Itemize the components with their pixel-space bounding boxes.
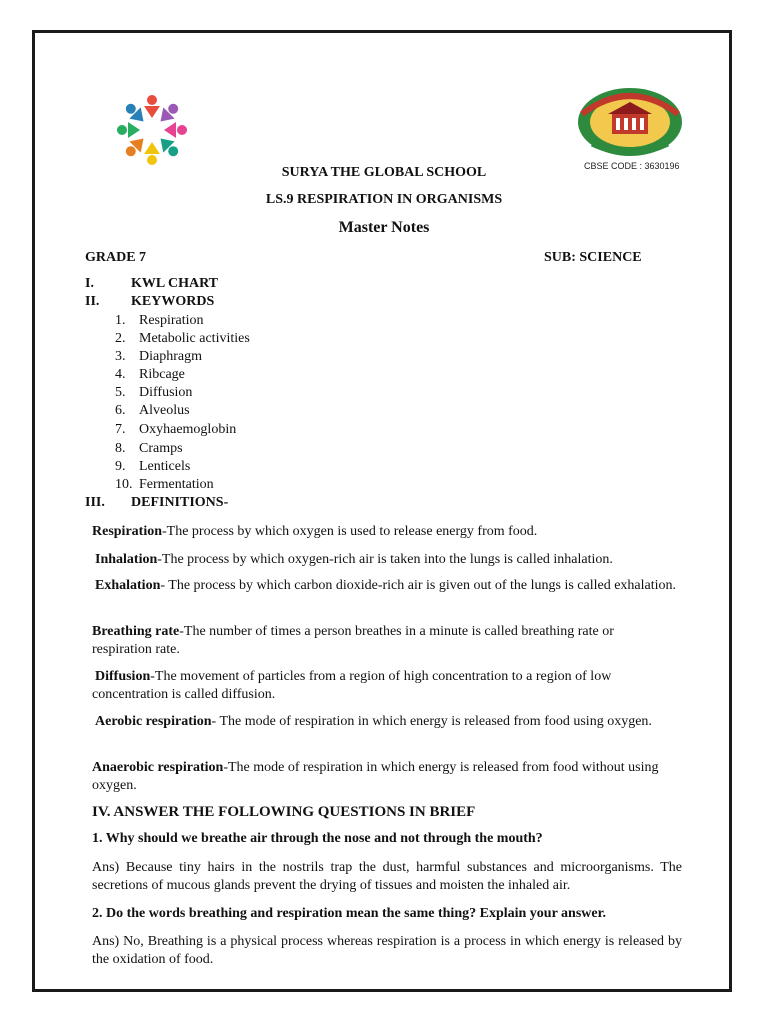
lesson-title: LS.9 RESPIRATION IN ORGANISMS [265,192,503,207]
section-title-kwl: KWL CHART [131,276,219,291]
subject-label: SUB: SCIENCE [544,250,642,265]
section-title-questions: IV. ANSWER THE FOLLOWING QUESTIONS IN BRIEF [92,804,476,820]
definition-text: -The movement of particles from a region of high concentration to a region of low concentration is called diffusion. [92,669,612,702]
definition-text: -The process by which oxygen-rich air is taken into the lungs is called inhalation. [157,552,613,567]
definition-text: -The mode of respiration in which energy is released from food without using oxygen. [92,760,659,793]
school-logo-icon [104,90,200,170]
keyword-item: Fermentation [139,477,214,492]
definition-text: -The number of times a person breathes in a minute is called breathing rate or respiration rate. [92,624,614,657]
keyword-item: Cramps [139,441,183,456]
keyword-number: 3. [115,349,126,364]
definition-term: Respiration [92,524,162,539]
notes-title: Master Notes [338,219,430,236]
definition-paragraph [92,577,682,595]
keyword-item: Respiration [139,313,204,328]
definition-text: - The process by which carbon dioxide-rich air is given out of the lungs is called exhalation. [160,578,677,593]
cbse-code: CBSE CODE : 3630196 [584,161,680,171]
keyword-item: Oxyhaemoglobin [139,422,237,437]
definition-paragraph [92,713,667,731]
definition-term: Diffusion [95,669,151,684]
definition-term: Anaerobic respiration [92,760,224,775]
question: 1. Why should we breathe air through the nose and not through the mouth? [92,831,543,846]
keyword-item: Diaphragm [139,349,202,364]
keyword-number: 1. [115,313,126,328]
grade-label: GRADE 7 [85,250,147,265]
keyword-item: Ribcage [139,367,185,382]
definition-paragraph [95,551,685,569]
definition-text: -The process by which oxygen is used to release energy from food. [162,524,538,539]
definition-text: - The mode of respiration in which energy is released from food using oxygen. [211,714,652,729]
answer: Ans) Because tiny hairs in the nostrils trap the dust, harmful substances and microorganisms. The secretions of mucous glands prevent the drying of tissues and moisten the inhaled air. [92,860,682,893]
section-num-3: III. [85,495,105,510]
definition-term: Inhalation [95,552,158,567]
section-num-1: I. [85,276,94,291]
definition-term: Exhalation [95,578,161,593]
question: 2. Do the words breathing and respiration mean the same thing? Explain your answer. [92,906,607,921]
school-name: SURYA THE GLOBAL SCHOOL [281,165,487,180]
definition-paragraph [92,523,682,541]
definition-paragraph [92,623,657,659]
keyword-item: Lenticels [139,459,191,474]
section-title-keywords: KEYWORDS [131,294,215,309]
keyword-number: 10. [115,477,133,492]
definition-term: Breathing rate [92,624,180,639]
keyword-number: 5. [115,385,126,400]
answer: Ans) No, Breathing is a physical process whereas respiration is a process in which energy is released by the oxidation of food. [92,934,682,967]
keyword-number: 7. [115,422,126,437]
section-num-2: II. [85,294,100,309]
keyword-number: 9. [115,459,126,474]
keyword-number: 8. [115,441,126,456]
keyword-number: 2. [115,331,126,346]
keyword-number: 4. [115,367,126,382]
keyword-item: Diffusion [139,385,193,400]
keyword-item: Metabolic activities [139,331,250,346]
definition-paragraph [92,759,682,795]
keyword-item: Alveolus [139,403,190,418]
definition-term: Aerobic respiration [95,714,212,729]
definition-paragraph [92,668,682,704]
section-title-definitions: DEFINITIONS- [131,495,229,510]
keyword-number: 6. [115,403,126,418]
